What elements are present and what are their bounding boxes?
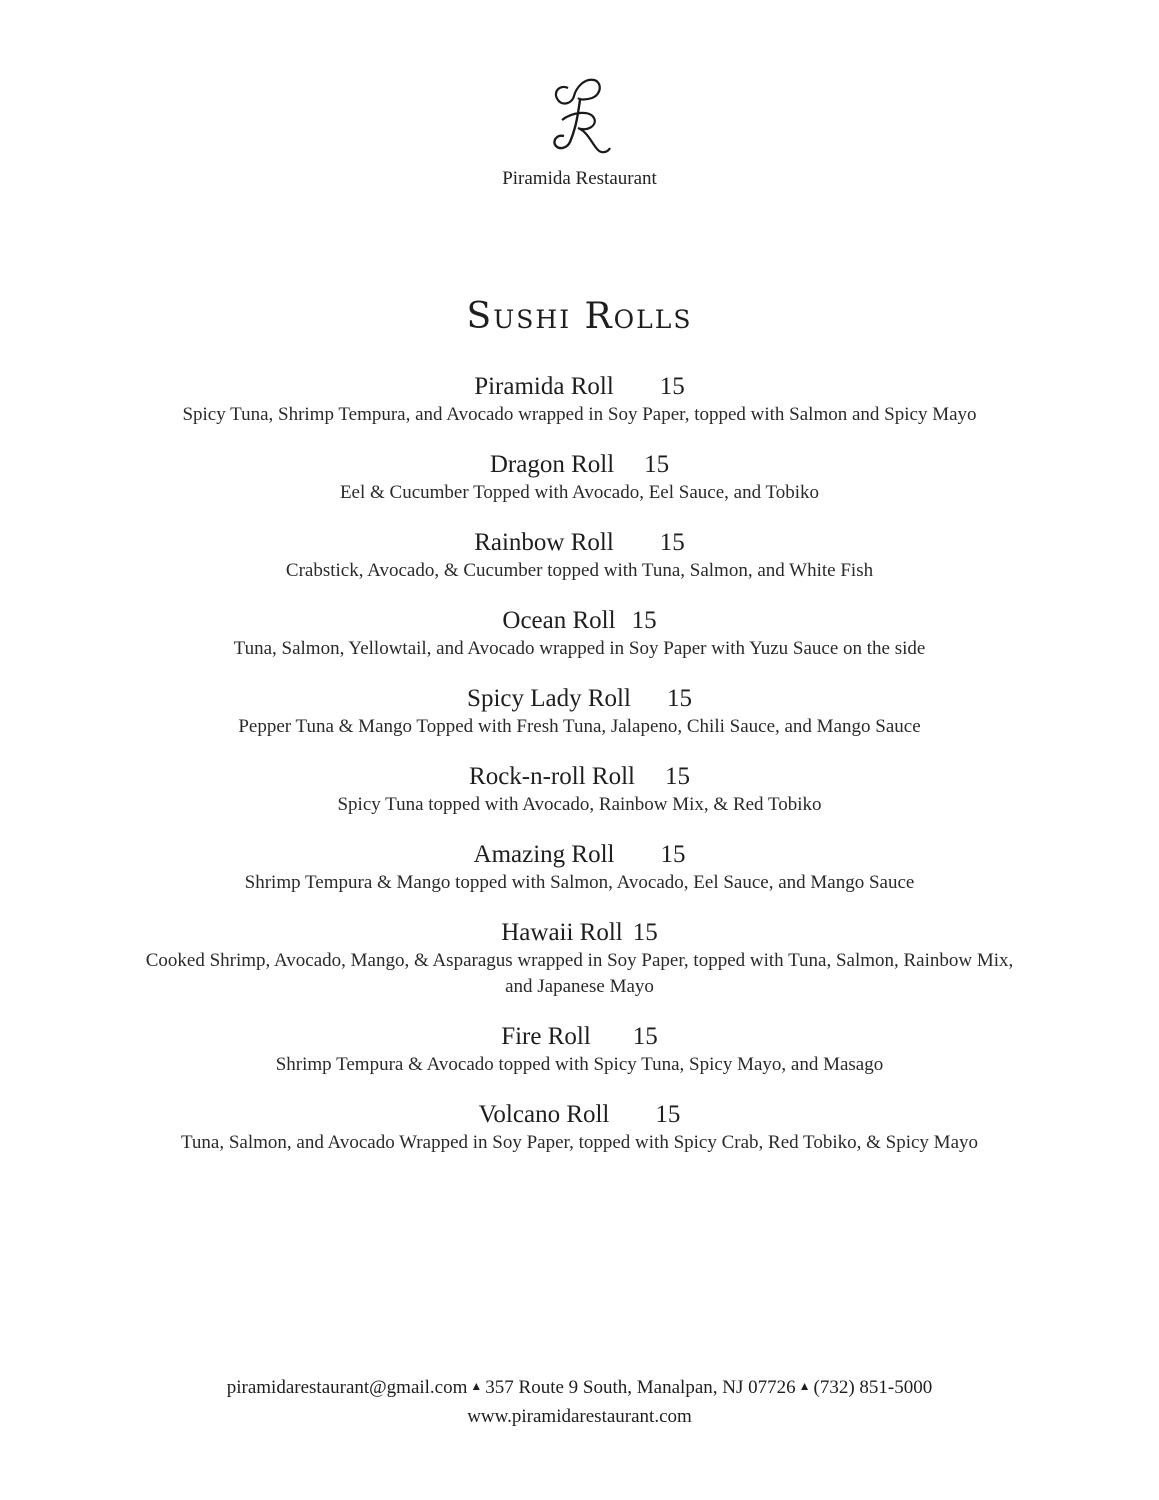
menu-item [0,372,1159,428]
item-description: Spicy Tuna topped with Avocado, Rainbow Mix, & Red Tobiko [337,794,822,815]
menu-item [0,528,1159,584]
item-description: Eel & Cucumber Topped with Avocado, Eel Sauce, and Tobiko [339,482,820,503]
item-name: Piramida Roll [474,373,614,400]
footer-address: 357 Route 9 South, Manalpan, NJ 07726 [485,1377,796,1398]
item-price: 15 [632,919,658,946]
footer-phone[interactable]: (732) 851-5000 [813,1377,933,1398]
section-title: Sushi Rolls [466,296,693,337]
restaurant-logo [0,70,1159,160]
item-description: Spicy Tuna, Shrimp Tempura, and Avocado wrapped in Soy Paper, topped with Salmon and Spicy Mayo [182,404,977,425]
pr-monogram-icon [540,70,620,160]
restaurant-name: Piramida Restaurant [502,168,657,189]
item-price: 15 [659,529,685,556]
triangle-separator-icon: ▲ [470,1379,483,1393]
menu-item [0,606,1159,662]
item-name: Rainbow Roll [474,529,614,556]
item-name: Spicy Lady Roll [467,685,631,712]
item-description: Tuna, Salmon, and Avocado Wrapped in Soy Paper, topped with Spicy Crab, Red Tobiko, & Spicy Mayo [180,1132,979,1153]
item-name: Rock-n-roll Roll [469,763,635,790]
item-name: Hawaii Roll [501,919,623,946]
menu-item [0,1022,1159,1078]
menu-item [0,918,1159,1000]
item-price: 15 [666,685,692,712]
menu-item [0,840,1159,896]
menu-item [0,684,1159,740]
item-price: 15 [644,451,670,478]
item-description: Crabstick, Avocado, & Cucumber topped with Tuna, Salmon, and White Fish [285,560,874,581]
item-description: Tuna, Salmon, Yellowtail, and Avocado wrapped in Soy Paper with Yuzu Sauce on the side [233,638,926,659]
footer-website[interactable]: www.piramidarestaurant.com [467,1406,692,1427]
item-name: Fire Roll [501,1023,591,1050]
item-name: Volcano Roll [478,1101,610,1128]
item-name: Ocean Roll [502,607,616,634]
footer-contact-line [0,1372,1159,1402]
item-price: 15 [631,607,657,634]
item-name: Amazing Roll [473,841,615,868]
item-description: Cooked Shrimp, Avocado, Mango, & Asparagus wrapped in Soy Paper, topped with Tuna, Salmon, Rainbow Mix, and Japanese Mayo [145,950,1014,997]
item-price: 15 [659,373,685,400]
item-price: 15 [655,1101,681,1128]
item-price: 15 [632,1023,658,1050]
item-name: Dragon Roll [489,451,615,478]
menu-item [0,450,1159,506]
item-description: Pepper Tuna & Mango Topped with Fresh Tuna, Jalapeno, Chili Sauce, and Mango Sauce [238,716,921,737]
footer [0,1372,1159,1431]
item-description: Shrimp Tempura & Avocado topped with Spicy Tuna, Spicy Mayo, and Masago [275,1054,884,1075]
menu-item [0,1100,1159,1156]
item-price: 15 [664,763,690,790]
menu-list [0,372,1159,1178]
footer-email[interactable]: piramidarestaurant@gmail.com [226,1377,468,1398]
item-price: 15 [660,841,686,868]
triangle-separator-icon: ▲ [798,1379,811,1393]
menu-item [0,762,1159,818]
item-description: Shrimp Tempura & Mango topped with Salmon, Avocado, Eel Sauce, and Mango Sauce [244,872,915,893]
